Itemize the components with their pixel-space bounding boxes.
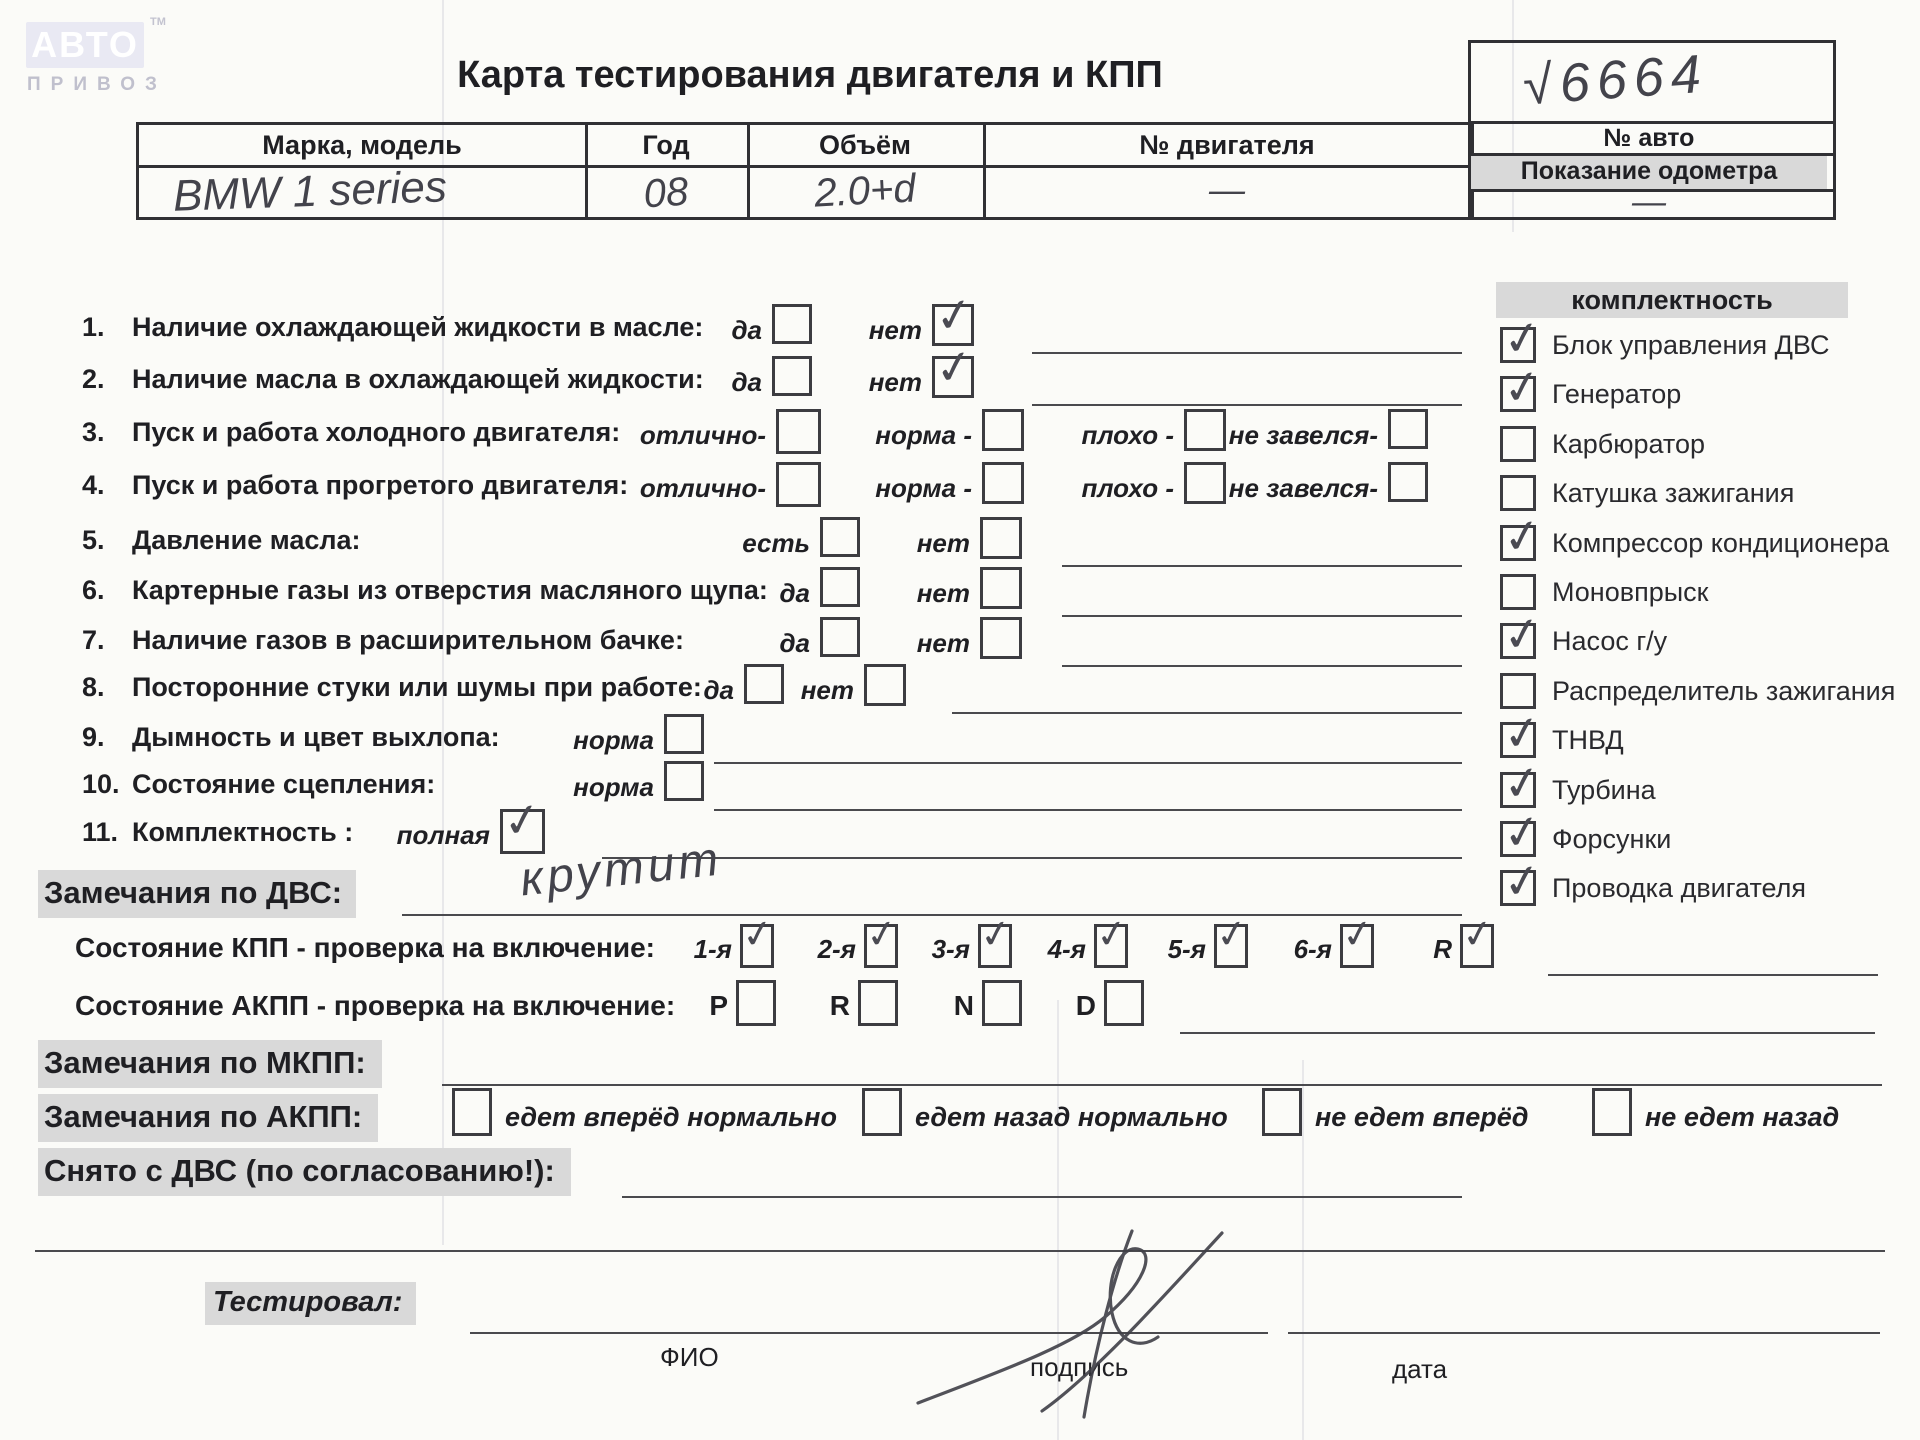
completeness-checkbox-2[interactable] <box>1499 358 1546 417</box>
check-option-label: нет <box>868 315 922 345</box>
check-item-number: 1. <box>82 312 105 342</box>
make-model-value-handwritten[interactable]: BMW 1 series <box>172 162 448 221</box>
akpp-row-label: Состояние АКПП - проверка на включение: <box>75 990 676 1021</box>
check-item-number: 4. <box>82 470 105 500</box>
check-4-option-1-checkbox[interactable] <box>776 462 821 507</box>
handwritten-check-icon: ✓ <box>976 911 1015 959</box>
check-option-label: не завелся- <box>1228 473 1378 503</box>
col-header-volume: Объём <box>819 130 911 160</box>
dvs-remarks-value-handwritten: крутит <box>517 832 725 907</box>
completeness-item-label: Форсунки <box>1552 824 1672 854</box>
check-option-label: норма - <box>875 473 972 503</box>
odometer-label: Показание одометра <box>1520 157 1778 185</box>
handwritten-check-icon: ✓ <box>1499 309 1546 367</box>
check-item-label: Посторонние стуки или шумы при работе: <box>132 672 702 702</box>
completeness-item-label: Турбина <box>1552 774 1656 805</box>
check-item-label: Состояние сцепления: <box>132 769 436 799</box>
logo-tm-text: TM <box>150 16 166 28</box>
akpp-gear-P-checkbox[interactable] <box>736 980 776 1026</box>
completeness-checkbox-3[interactable] <box>1500 426 1536 462</box>
car-number-box <box>1468 40 1836 220</box>
check-11-option-1-checkbox[interactable] <box>499 791 546 854</box>
handwritten-check-icon: ✓ <box>738 911 777 959</box>
check-option-label: норма - <box>875 420 972 450</box>
handwritten-check-icon: ✓ <box>931 286 978 344</box>
completeness-item-label: Карбюратор <box>1552 428 1706 459</box>
kpp-gear-6-я-checkbox[interactable] <box>1338 911 1377 968</box>
check-option-label: да <box>731 367 762 397</box>
completeness-item-label: ТНВД <box>1552 725 1624 756</box>
handwritten-check-icon: ✓ <box>1499 803 1546 861</box>
akpp-option-label: не едет назад <box>1645 1102 1840 1132</box>
fio-label: ФИО <box>660 1342 719 1372</box>
handwritten-check-icon: ✓ <box>862 911 901 959</box>
vehicle-table <box>136 122 1474 220</box>
odometer-value-handwritten[interactable]: — <box>1632 183 1666 221</box>
kpp-gear-label: 4-я <box>1047 934 1086 964</box>
removed-from-engine-label: Снято с ДВС (по согласованию!): <box>38 1148 571 1196</box>
kpp-remarks-line[interactable] <box>1548 974 1878 976</box>
check-option-label: да <box>779 578 810 608</box>
check-option-label: плохо - <box>1081 473 1174 503</box>
mkpp-remarks-line[interactable] <box>442 1084 1882 1086</box>
check-fill-line <box>714 762 1462 764</box>
akpp-gear-R-checkbox[interactable] <box>858 980 898 1026</box>
check-option-label: полная <box>396 820 490 850</box>
check-option-label: отлично- <box>639 473 766 503</box>
akpp-gear-N-checkbox[interactable] <box>982 980 1022 1026</box>
completeness-item-label: Проводка двигателя <box>1552 873 1806 904</box>
kpp-gear-label: 1-я <box>693 934 732 964</box>
check-3-option-1-checkbox[interactable] <box>776 409 821 454</box>
check-item-label: Наличие газов в расширительном бачке: <box>132 625 684 655</box>
kpp-gear-5-я-checkbox[interactable] <box>1212 911 1251 968</box>
kpp-gear-label: 3-я <box>931 934 970 964</box>
removed-from-engine-line[interactable] <box>622 1196 1462 1198</box>
avtoprivoz-logo <box>26 16 226 102</box>
completeness-checkbox-11[interactable] <box>1499 803 1546 861</box>
completeness-item-label: Катушка зажигания <box>1552 478 1795 509</box>
check-fill-line <box>1062 615 1462 617</box>
completeness-item-label: Генератор <box>1552 379 1682 410</box>
akpp-gear-label: R <box>829 990 850 1021</box>
akpp-remarks-label: Замечания по АКПП: <box>38 1094 378 1142</box>
check-5-option-1-checkbox[interactable] <box>820 517 860 557</box>
kpp-gear-2-я-checkbox[interactable] <box>862 911 901 968</box>
check-fill-line <box>1032 404 1462 406</box>
handwritten-check-icon: ✓ <box>1499 358 1546 417</box>
kpp-gear-3-я-checkbox[interactable] <box>976 911 1015 968</box>
akpp-remarks-line[interactable] <box>1180 1032 1875 1034</box>
check-fill-line <box>1062 665 1462 667</box>
check-1-option-1-checkbox[interactable] <box>772 304 812 344</box>
check-item-number: 3. <box>82 417 105 447</box>
check-item-label: Пуск и работа холодного двигателя: <box>132 417 621 447</box>
handwritten-check-icon: ✓ <box>1092 911 1131 959</box>
check-option-label: не завелся- <box>1228 420 1378 450</box>
check-option-label: норма <box>573 725 654 755</box>
col-header-engine-number: № двигателя <box>1139 130 1315 160</box>
check-fill-line <box>602 857 1462 859</box>
akpp-gear-label: D <box>1075 990 1096 1021</box>
handwritten-check-icon: ✓ <box>1499 506 1546 565</box>
check-item-label: Наличие масла в охлаждающей жидкости: <box>132 364 704 394</box>
check-item-number: 7. <box>82 625 105 655</box>
check-option-label: нет <box>916 578 970 608</box>
check-item-label: Давление масла: <box>132 525 361 555</box>
completeness-checkbox-8[interactable] <box>1500 673 1536 709</box>
check-item-number: 8. <box>82 672 105 702</box>
engine-number-value-handwritten[interactable]: — <box>1209 169 1245 210</box>
check-option-label: нет <box>916 628 970 658</box>
check-option-label: да <box>779 628 810 658</box>
akpp-option-label: едет вперёд нормально <box>505 1102 837 1132</box>
completeness-item-label: Насос г/у <box>1552 626 1668 657</box>
check-3-option-4-checkbox[interactable] <box>1388 409 1428 449</box>
completeness-item-label: Распределитель зажигания <box>1552 675 1896 706</box>
check-option-label: да <box>731 315 762 345</box>
check-item-number: 10. <box>82 769 120 799</box>
volume-value-handwritten[interactable]: 2.0+d <box>813 166 917 216</box>
handwritten-check-icon: ✓ <box>499 791 546 849</box>
check-item-number: 6. <box>82 575 105 605</box>
check-4-option-3-checkbox[interactable] <box>1184 462 1226 504</box>
check-item-label: Картерные газы из отверстия масляного щупа: <box>132 575 768 605</box>
check-item-label: Пуск и работа прогретого двигателя: <box>132 470 629 500</box>
kpp-gear-1-я-checkbox[interactable] <box>738 911 777 968</box>
col-header-year: Год <box>642 130 690 160</box>
check-item-label: Комплектность : <box>132 817 354 847</box>
akpp-gear-label: N <box>953 990 974 1021</box>
completeness-checkbox-1[interactable] <box>1499 309 1546 367</box>
check-item-label: Дымность и цвет выхлопа: <box>132 722 500 752</box>
date-line[interactable] <box>1288 1332 1880 1334</box>
check-fill-line <box>714 809 1462 811</box>
kpp-gear-label: 2-я <box>817 934 856 964</box>
handwritten-check-icon: ✓ <box>931 338 978 396</box>
check-3-option-3-checkbox[interactable] <box>1184 409 1226 451</box>
mkpp-remarks-label: Замечания по МКПП: <box>38 1040 382 1088</box>
logo-block <box>26 22 144 68</box>
check-option-label: да <box>703 675 734 705</box>
check-4-option-4-checkbox[interactable] <box>1388 462 1428 502</box>
check-option-label: отлично- <box>639 420 766 450</box>
kpp-row-label: Состояние КПП - проверка на включение: <box>75 932 655 963</box>
check-item-number: 2. <box>82 364 105 394</box>
handwritten-check-icon: ✓ <box>1338 911 1377 959</box>
check-4-option-2-checkbox[interactable] <box>982 462 1024 504</box>
check-option-label: нет <box>868 367 922 397</box>
completeness-item-label: Компрессор кондиционера <box>1552 527 1890 558</box>
check-2-option-1-checkbox[interactable] <box>772 356 812 396</box>
check-2-option-2-checkbox[interactable] <box>931 338 978 398</box>
completeness-checkbox-9[interactable] <box>1499 704 1546 762</box>
kpp-gear-label: 6-я <box>1293 934 1332 964</box>
check-9-option-1-checkbox[interactable] <box>664 714 704 754</box>
completeness-item-label: Моновпрыск <box>1552 577 1709 607</box>
handwritten-check-icon: ✓ <box>1499 852 1546 911</box>
check-option-label: плохо - <box>1081 420 1174 450</box>
check-option-label: есть <box>742 528 810 558</box>
kpp-gear-label: 5-я <box>1167 934 1206 964</box>
handwritten-check-icon: ✓ <box>1499 753 1546 812</box>
completeness-checkbox-10[interactable] <box>1499 753 1546 812</box>
kpp-gear-R-checkbox[interactable] <box>1458 911 1497 968</box>
check-7-option-1-checkbox[interactable] <box>820 617 860 657</box>
kpp-gear-4-я-checkbox[interactable] <box>1092 911 1131 968</box>
completeness-checkbox-12[interactable] <box>1499 852 1546 911</box>
date-label: дата <box>1392 1354 1448 1384</box>
check-option-label: нет <box>916 528 970 558</box>
check-8-option-1-checkbox[interactable] <box>744 664 784 704</box>
dvs-remarks-label: Замечания по ДВС: <box>38 870 356 918</box>
completeness-header: комплектность <box>1496 282 1848 318</box>
akpp-gear-D-checkbox[interactable] <box>1104 980 1144 1026</box>
check-6-option-2-checkbox[interactable] <box>980 567 1022 609</box>
akpp-option-1-checkbox[interactable] <box>452 1088 492 1136</box>
akpp-option-label: едет назад нормально <box>915 1102 1228 1132</box>
check-8-option-2-checkbox[interactable] <box>864 664 906 706</box>
signature-icon <box>900 1225 1230 1420</box>
page-title: Карта тестирования двигателя и КПП <box>457 54 1163 96</box>
tested-by-label: Тестировал: <box>205 1282 416 1325</box>
completeness-item-label: Блок управления ДВС <box>1552 330 1830 360</box>
check-fill-line <box>1032 352 1462 354</box>
check-option-label: нет <box>800 675 854 705</box>
check-3-option-2-checkbox[interactable] <box>982 409 1024 451</box>
akpp-option-3-checkbox[interactable] <box>1262 1088 1302 1136</box>
check-fill-line <box>1062 565 1462 567</box>
akpp-gear-label: P <box>709 990 728 1021</box>
check-fill-line <box>952 712 1462 714</box>
check-item-number: 11. <box>82 817 119 847</box>
akpp-option-2-checkbox[interactable] <box>862 1088 902 1136</box>
handwritten-check-icon: ✓ <box>1499 704 1546 762</box>
completeness-checkbox-6[interactable] <box>1500 574 1536 610</box>
sign-label: подпись <box>1030 1352 1129 1382</box>
akpp-option-4-checkbox[interactable] <box>1592 1088 1632 1136</box>
col-header-make-model: Марка, модель <box>262 130 462 160</box>
check-item-number: 9. <box>82 722 105 752</box>
check-5-option-2-checkbox[interactable] <box>980 517 1022 559</box>
handwritten-check-icon: ✓ <box>1458 911 1497 959</box>
check-10-option-1-checkbox[interactable] <box>664 761 704 801</box>
completeness-checkbox-5[interactable] <box>1499 506 1546 565</box>
completeness-checkbox-7[interactable] <box>1499 605 1546 664</box>
year-value-handwritten[interactable]: 08 <box>642 169 690 217</box>
check-option-label: норма <box>573 772 654 802</box>
check-item-number: 5. <box>82 525 105 555</box>
logo-sub-text: ПРИВОЗ <box>27 74 167 95</box>
car-number-value-handwritten[interactable]: √6664 <box>1521 43 1710 117</box>
check-7-option-2-checkbox[interactable] <box>980 617 1022 659</box>
handwritten-check-icon: ✓ <box>1499 605 1546 664</box>
check-6-option-1-checkbox[interactable] <box>820 567 860 607</box>
handwritten-check-icon: ✓ <box>1212 911 1251 959</box>
completeness-checkbox-4[interactable] <box>1500 475 1536 511</box>
logo-brand-text: АВТО <box>31 24 139 65</box>
car-number-label: № авто <box>1603 124 1695 152</box>
kpp-gear-label: R <box>1433 934 1452 964</box>
dvs-remarks-line[interactable] <box>402 914 1462 916</box>
check-item-label: Наличие охлаждающей жидкости в масле: <box>132 312 704 342</box>
akpp-option-label: не едет вперёд <box>1315 1102 1529 1132</box>
